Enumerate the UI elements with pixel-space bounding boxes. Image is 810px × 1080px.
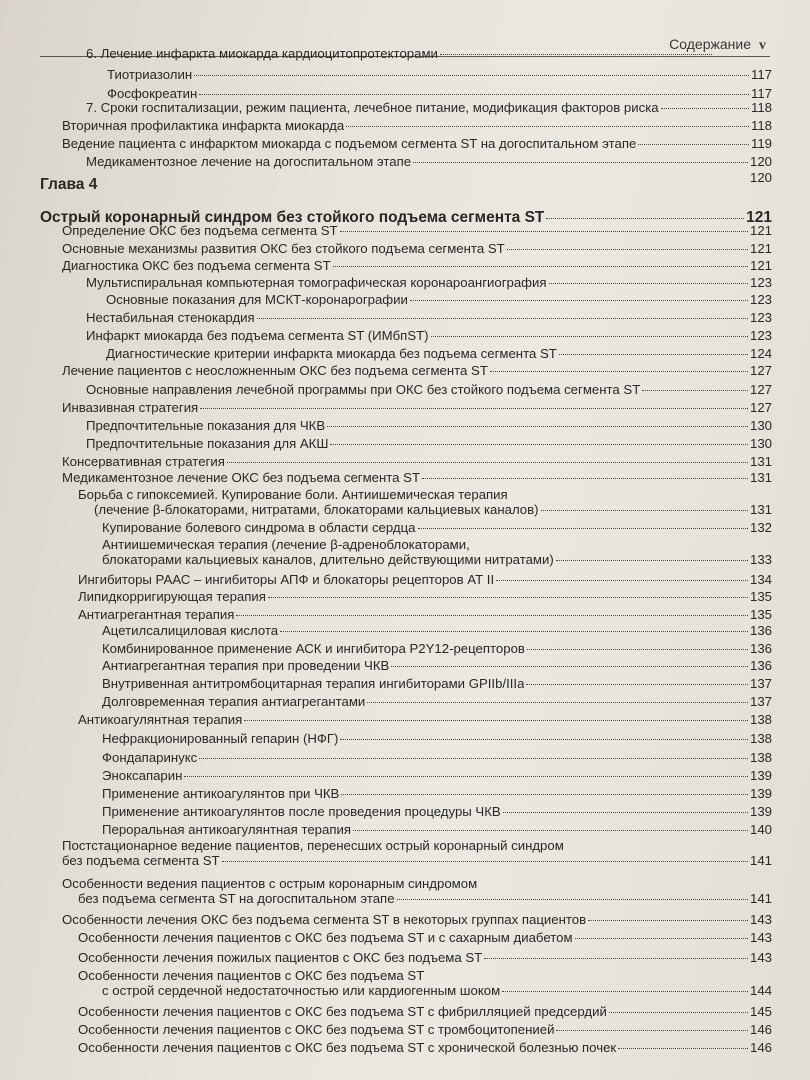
toc-entry [86, 310, 772, 325]
toc-page-number: 137 [749, 676, 772, 691]
toc-entry [78, 1040, 772, 1055]
dot-leader [556, 560, 748, 561]
toc-entry-title: Лечение пациентов с неосложненным ОКС без подъема сегмента ST [62, 363, 488, 378]
toc-entry [62, 118, 772, 133]
toc-page-number: 131 [749, 502, 772, 517]
toc-page-number: 120 [749, 170, 772, 185]
toc-entry [62, 400, 772, 415]
dot-leader [418, 528, 748, 529]
toc-entry [102, 537, 772, 567]
toc-entry [62, 838, 772, 868]
dot-leader [199, 94, 749, 95]
toc-entry-title: Фондапаринукс [102, 750, 198, 765]
toc-entry-title: Антикоагулянтная терапия [78, 712, 243, 727]
dot-leader [503, 812, 748, 813]
toc-entry [102, 768, 772, 783]
toc-page-number: 121 [749, 241, 772, 256]
dot-leader [184, 776, 748, 777]
toc-page-number: 123 [749, 310, 772, 325]
toc-page-number: 130 [749, 418, 772, 433]
dot-leader [588, 920, 748, 921]
toc-page-number: 132 [749, 520, 772, 535]
toc-page-number: 133 [749, 552, 772, 567]
dot-leader [549, 283, 748, 284]
toc-entry [78, 607, 772, 622]
dot-leader [440, 54, 712, 55]
dot-leader [333, 266, 748, 267]
toc-page-number: 120 [749, 154, 772, 169]
toc-entry [62, 223, 772, 238]
dot-leader [638, 144, 749, 145]
toc-entry [102, 822, 772, 837]
toc-entry [62, 136, 772, 151]
toc-entry-title: Предпочтительные показания для АКШ [86, 436, 329, 451]
toc-entry [86, 382, 772, 397]
toc-entry [102, 641, 772, 656]
toc-page-number: 141 [749, 891, 772, 906]
dot-leader [236, 615, 748, 616]
toc-entry-title: Особенности лечения пациентов с ОКС без подъема ST с хронической болезнью почек [78, 1040, 617, 1055]
toc-entry-title: Применение антикоагулянтов при ЧКВ [102, 786, 340, 801]
dot-leader [618, 1048, 748, 1049]
toc-entry [86, 100, 772, 115]
toc-entry-title: Медикаментозное лечение ОКС без подъема сегмента ST [62, 470, 421, 485]
dot-leader [222, 861, 748, 862]
toc-entry [107, 86, 772, 101]
toc-page-number: 143 [749, 950, 772, 965]
toc-page-number: 139 [749, 768, 772, 783]
toc-entry-title-cont: (лечение β-блокаторами, нитратами, блокаторами кальциевых каналов) [94, 502, 539, 517]
dot-leader [199, 758, 748, 759]
toc-page-number: 123 [749, 328, 772, 343]
toc-entry-title: Особенности лечения ОКС без подъема сегмента ST в некоторых группах пациентов [62, 912, 587, 927]
toc-entry-title: Основные показания для МСКТ-коронарографии [106, 292, 408, 307]
toc-page-number: 136 [749, 658, 772, 673]
toc-page-number: 140 [749, 822, 772, 837]
toc-page-number: 144 [749, 983, 772, 998]
toc-entry-title-cont: без подъема сегмента ST [62, 853, 220, 868]
dot-leader [546, 218, 744, 219]
toc-page-number: 137 [749, 694, 772, 709]
toc-entry [102, 623, 772, 638]
toc-page-number: 119 [750, 136, 772, 151]
toc-entry-title: Особенности лечения пациентов с ОКС без подъема ST с тромбоцитопенией [78, 1022, 555, 1037]
toc-entry [102, 786, 772, 801]
dot-leader [200, 408, 748, 409]
toc-page-number: 127 [749, 382, 772, 397]
dot-leader [413, 162, 748, 163]
toc-entry-title: Пероральная антикоагулянтная терапия [102, 822, 351, 837]
toc-entry-title: Мультиспиральная компьютерная томографическая коронароангиография [86, 275, 547, 290]
toc-entry-title: Эноксапарин [102, 768, 183, 783]
chapter-label: Глава 4 [40, 176, 98, 193]
toc-entry [78, 1022, 772, 1037]
toc-entry [86, 436, 772, 451]
toc-entry [86, 46, 772, 61]
toc-entry-title: Особенности лечения пациентов с ОКС без подъема ST и с сахарным диабетом [78, 930, 573, 945]
toc-entry [62, 454, 772, 469]
dot-leader [541, 510, 748, 511]
toc-page-number: 143 [749, 912, 772, 927]
dot-leader [527, 649, 748, 650]
dot-leader [642, 390, 748, 391]
toc-entry-title: Консервативная стратегия [62, 454, 225, 469]
toc-entry-title: Борьба с гипоксемией. Купирование боли. Антиишемическая терапия [78, 487, 508, 502]
toc-page-number: 131 [749, 454, 772, 469]
toc-entry-title: 6. Лечение инфаркта миокарда кардиоцитопротекторами [86, 46, 438, 61]
dot-leader [484, 958, 748, 959]
dot-leader [410, 300, 748, 301]
toc-entry-title: Внутривенная антитромбоцитарная терапия ингибиторами GPIIb/IIIa [102, 676, 525, 691]
toc-entry [86, 154, 772, 169]
dot-leader [244, 720, 748, 721]
toc-page-number: 139 [749, 786, 772, 801]
toc-entry [106, 292, 772, 307]
toc-entry [78, 487, 772, 517]
dot-leader [330, 444, 748, 445]
dot-leader [431, 336, 748, 337]
toc-entry [86, 328, 772, 343]
dot-leader [367, 702, 748, 703]
dot-leader [391, 666, 748, 667]
toc-entry-title: Инфаркт миокарда без подъема сегмента ST (ИМбпST) [86, 328, 429, 343]
toc-entry [102, 750, 772, 765]
toc-entry-title: Предпочтительные показания для ЧКВ [86, 418, 326, 433]
toc-entry-title: Нестабильная стенокардия [86, 310, 255, 325]
dot-leader [340, 739, 748, 740]
toc-entry-title: Основные направления лечебной программы при ОКС без стойкого подъема сегмента ST [86, 382, 641, 397]
dot-leader [280, 631, 748, 632]
toc-page-number: 131 [749, 470, 772, 485]
toc-entry [102, 804, 772, 819]
dot-leader [507, 249, 748, 250]
toc-page-number: 121 [746, 209, 772, 226]
toc-entry-title: Купирование болевого синдрома в области сердца [102, 520, 416, 535]
toc-page-number: 117 [750, 67, 772, 82]
toc-entry-title: Нефракционированный гепарин (НФГ) [102, 731, 339, 746]
dot-leader [327, 426, 748, 427]
toc-page-number: 123 [749, 292, 772, 307]
toc-page-number: 127 [749, 400, 772, 415]
toc-entry-title: Диагностика ОКС без подъема сегмента ST [62, 258, 331, 273]
toc-entry [102, 520, 772, 535]
toc-entry [102, 694, 772, 709]
toc-page-number: 118 [750, 118, 772, 133]
dot-leader [559, 354, 748, 355]
toc-entry [78, 712, 772, 727]
toc-entry [86, 418, 772, 433]
toc-entry [78, 950, 772, 965]
toc-page-number: 121 [749, 223, 772, 238]
header-section: Содержание [669, 36, 751, 52]
toc-entry [78, 930, 772, 945]
dot-leader [496, 580, 748, 581]
toc-entry-title: Липидкорригирующая терапия [78, 589, 266, 604]
toc-entry-title: Комбинированное применение АСК и ингибитора P2Y12-рецепторов [102, 641, 525, 656]
toc-entry-title: Вторичная профилактика инфаркта миокарда [62, 118, 345, 133]
toc-page-number: 146 [749, 1022, 772, 1037]
toc-page-number: 117 [750, 86, 772, 101]
toc-entry [78, 1004, 772, 1019]
toc-entry-title-cont: блокаторами кальциевых каналов, длительно действующими нитратами) [102, 552, 554, 567]
toc-page-number: 130 [749, 436, 772, 451]
toc-entry [62, 470, 772, 485]
toc-entry-title: Медикаментозное лечение на догоспитальном этапе [86, 154, 412, 169]
dot-leader [575, 938, 748, 939]
toc-entry-title: Тиотриазолин [107, 67, 193, 82]
toc-entry-title: Фосфокреатин [107, 86, 198, 101]
dot-leader [609, 1012, 748, 1013]
toc-page-number: 138 [749, 712, 772, 727]
toc-entry-title: Особенности лечения пациентов с ОКС без подъема ST с фибрилляцией предсердий [78, 1004, 607, 1019]
toc-entry-title: Особенности лечения пациентов с ОКС без подъема ST [78, 968, 425, 983]
toc-entry [62, 363, 772, 378]
toc-entry-title: Антиагрегантная терапия [78, 607, 235, 622]
toc-entry-title: Антиагрегантная терапия при проведении ЧКВ [102, 658, 390, 673]
dot-leader [346, 126, 749, 127]
toc-page-number: 123 [749, 275, 772, 290]
toc-entry [62, 241, 772, 256]
toc-entry-title: Постстационарное ведение пациентов, перенесших острый коронарный синдром [62, 838, 564, 853]
toc-entry-title: Ингибиторы РААС – ингибиторы АПФ и блокаторы рецепторов АТ II [78, 572, 495, 587]
toc-entry [78, 968, 772, 998]
toc-entry-title: Применение антикоагулянтов после проведения процедуры ЧКВ [102, 804, 501, 819]
toc-entry [107, 67, 772, 82]
dot-leader [341, 794, 748, 795]
toc-entry-title: Ацетилсалициловая кислота [102, 623, 279, 638]
dot-leader [227, 462, 748, 463]
dot-leader [340, 231, 748, 232]
toc-entry-title: Инвазивная стратегия [62, 400, 199, 415]
toc-page-number: 146 [749, 1040, 772, 1055]
toc-entry [60, 170, 772, 185]
toc-entry-title: Ведение пациента с инфарктом миокарда с подъемом сегмента ST на догоспитальном этапе [62, 136, 637, 151]
toc-page-number: 138 [749, 731, 772, 746]
toc-entry [102, 731, 772, 746]
toc-page-number: 136 [749, 623, 772, 638]
dot-leader [397, 899, 748, 900]
toc-page-number: 121 [749, 258, 772, 273]
toc-entry [62, 912, 772, 927]
toc-page-number: 141 [749, 853, 772, 868]
header-page-number: v [759, 38, 766, 53]
dot-leader [353, 830, 748, 831]
dot-leader [556, 1030, 748, 1031]
toc-page-number: 143 [749, 930, 772, 945]
toc-entry [78, 589, 772, 604]
dot-leader [268, 597, 748, 598]
toc-entry-title: Определение ОКС без подъема сегмента ST [62, 223, 338, 238]
toc-entry [86, 275, 772, 290]
toc-entry-title: Особенности ведения пациентов с острым коронарным синдромом [62, 876, 478, 891]
toc-page-number: 135 [749, 589, 772, 604]
toc-entry-title: Особенности лечения пожилых пациентов с ОКС без подъема ST [78, 950, 483, 965]
toc-entry [62, 258, 772, 273]
toc-page-number: 124 [749, 346, 772, 361]
dot-leader [422, 478, 748, 479]
toc-entry [102, 658, 772, 673]
dot-leader [502, 991, 748, 992]
toc-entry [78, 572, 772, 587]
toc-entry [102, 676, 772, 691]
toc-page-number: 118 [750, 100, 772, 115]
toc-entry [106, 346, 772, 361]
dot-leader [194, 75, 749, 76]
toc-entry-title: 7. Сроки госпитализации, режим пациента, лечебное питание, модификация факторов риска [86, 100, 659, 115]
toc-entry-title: Долговременная терапия антиагрегантами [102, 694, 366, 709]
toc-page-number: 136 [749, 641, 772, 656]
toc-page-number: 138 [749, 750, 772, 765]
toc-page-number: 135 [749, 607, 772, 622]
toc-entry-title-cont: без подъема сегмента ST на догоспитальном этапе [78, 891, 395, 906]
dot-leader [257, 318, 748, 319]
toc-entry-title: Острый коронарный синдром без стойкого подъема сегмента ST [40, 209, 545, 226]
toc-page-number: 127 [749, 363, 772, 378]
dot-leader [661, 108, 749, 109]
toc-entry-title: Диагностические критерии инфаркта миокарда без подъема сегмента ST [106, 346, 557, 361]
dot-leader [490, 371, 748, 372]
toc-entry-title: Основные механизмы развития ОКС без стойкого подъема сегмента ST [62, 241, 505, 256]
toc-page-number: 145 [749, 1004, 772, 1019]
toc-entry-title: Антиишемическая терапия (лечение β-адреноблокаторами, [102, 537, 470, 552]
toc-entry [62, 876, 772, 906]
toc-page-number: 134 [749, 572, 772, 587]
dot-leader [526, 684, 748, 685]
toc-entry-title-cont: с острой сердечной недостаточностью или кардиогенным шоком [102, 983, 501, 998]
toc-page-number: 139 [749, 804, 772, 819]
